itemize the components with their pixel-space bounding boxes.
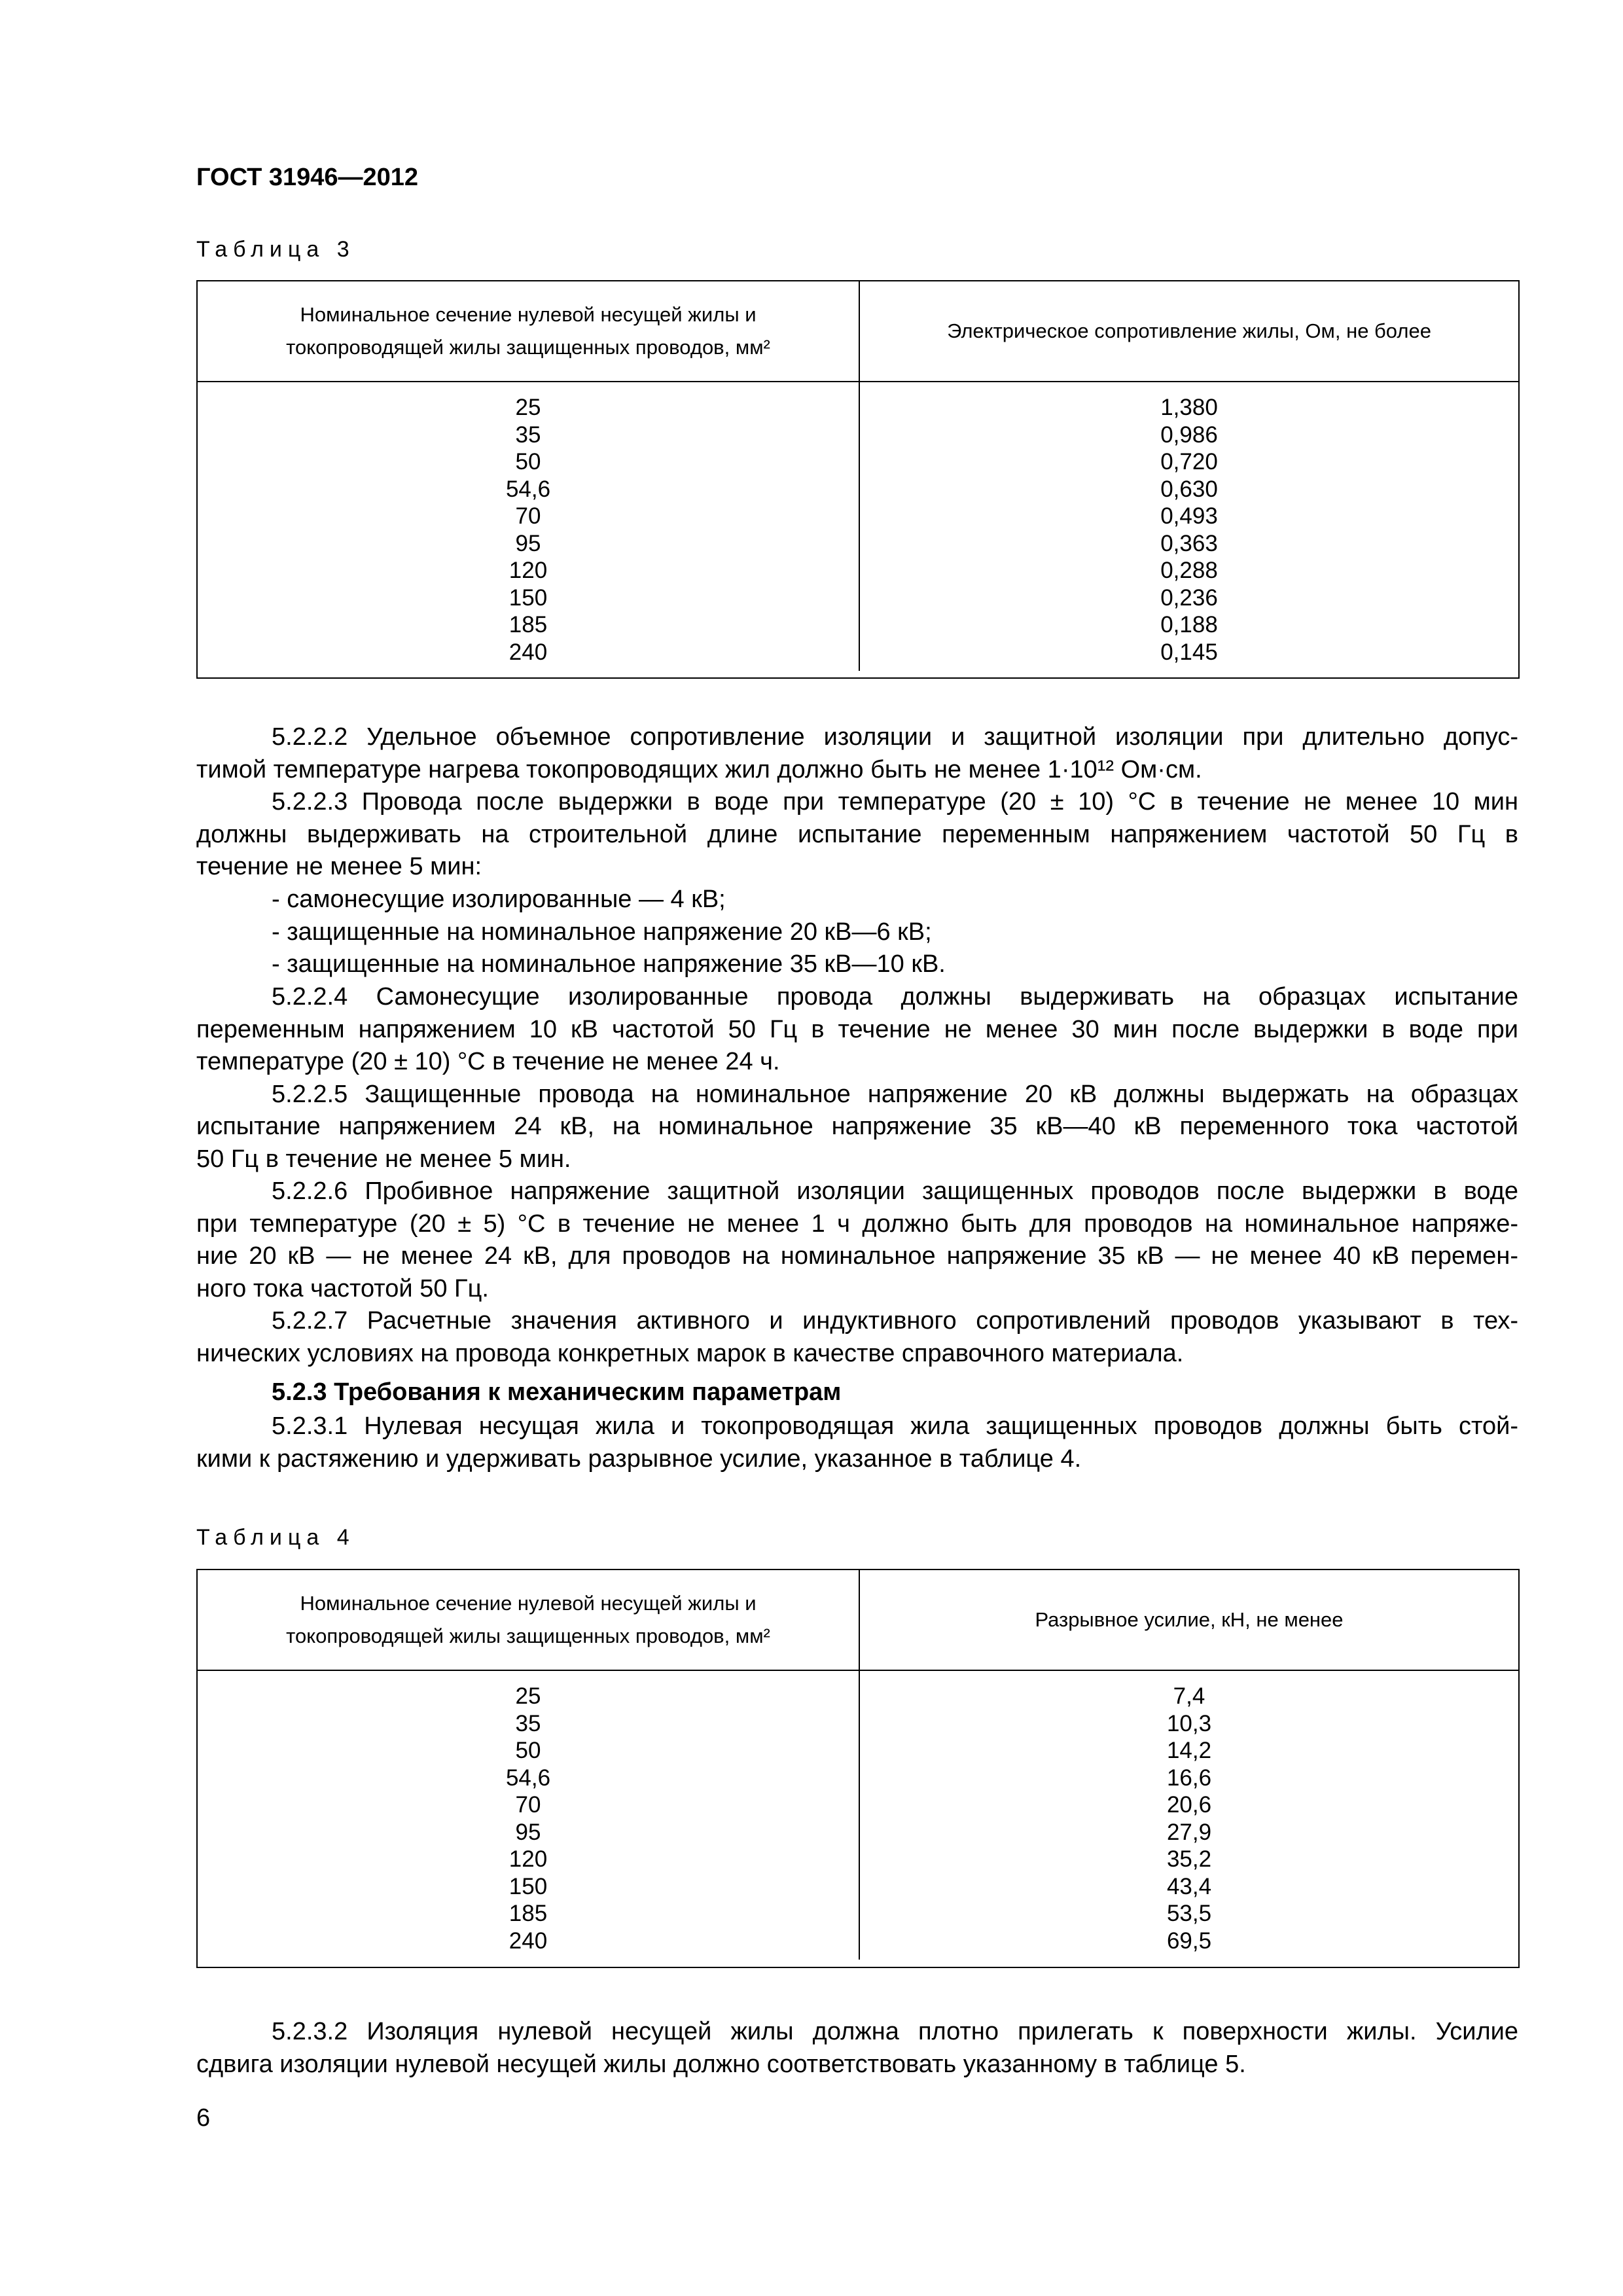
header-line: токопроводящей жилы защищенных проводов, мм² xyxy=(286,336,770,359)
paragraph xyxy=(196,1175,1518,1305)
table-cell: 50 xyxy=(515,1738,541,1763)
table-4-sections-col xyxy=(198,1671,860,1960)
text-line: 5.2.2.3 Провода после выдержки в воде при температуре (20 ± 10) °С в течение не менее 10 мин xyxy=(272,788,1518,816)
text-line: течение не менее 5 мин: xyxy=(196,853,482,880)
table-cell: 95 xyxy=(515,1819,541,1845)
table-4-col1-header xyxy=(198,1570,860,1670)
table-cell: 70 xyxy=(515,1792,541,1818)
table-cell: 70 xyxy=(515,503,541,529)
text-line: 5.2.2.7 Расчетные значения активного и индуктивного сопротивлений проводов указывают в тех- xyxy=(272,1307,1518,1335)
table-cell: 20,6 xyxy=(1166,1792,1212,1818)
table-cell: 14,2 xyxy=(1166,1738,1212,1763)
table-cell: 54,6 xyxy=(505,476,551,502)
table-cell: 150 xyxy=(508,1873,548,1899)
text-line: переменным напряжением 10 кВ частотой 50 Гц в течение не менее 30 мин после выдержки в воде при xyxy=(196,1015,1518,1043)
table-cell: 0,236 xyxy=(1160,584,1218,611)
table-cell: 35,2 xyxy=(1166,1846,1212,1872)
table-cell: 150 xyxy=(508,584,548,611)
text-line: температуре (20 ± 10) °С в течение не менее 24 ч. xyxy=(196,1048,780,1075)
text-line: 50 Гц в течение не менее 5 мин. xyxy=(196,1145,571,1173)
table-cell: 69,5 xyxy=(1166,1928,1212,1954)
body-text-3 xyxy=(196,1410,1518,1475)
table-cell: 50 xyxy=(515,449,541,475)
text-line: 5.2.3.2 Изоляция нулевой несущей жилы должна плотно прилегать к поверхности жилы. Усилие xyxy=(272,2018,1518,2045)
table-4-values-col xyxy=(860,1671,1518,1960)
table-cell: 35 xyxy=(515,422,541,448)
text-line: нических условиях на провода конкретных марок в качестве справочного материала. xyxy=(196,1339,1184,1367)
table-cell: 0,720 xyxy=(1160,449,1218,475)
table-cell: 185 xyxy=(508,1901,548,1926)
header-line: Номинальное сечение нулевой несущей жилы и xyxy=(300,303,757,326)
table-cell: 10,3 xyxy=(1166,1710,1212,1736)
table-3-values-col xyxy=(860,382,1518,671)
paragraph xyxy=(196,981,1518,1079)
table-cell: 240 xyxy=(508,639,548,665)
table-3-header xyxy=(198,281,1518,382)
body-text-1 xyxy=(196,721,1518,884)
text-line: при температуре (20 ± 5) °С в течение не менее 1 ч должно быть для проводов на номинальное напряже- xyxy=(196,1210,1518,1238)
list-item: - защищенные на номинальное напряжение 20 кВ—6 кВ; xyxy=(272,918,932,946)
table-3-body xyxy=(198,382,1518,671)
text-line: тимой температуре нагрева токопроводящих жил должно быть не менее 1·10¹² Ом·см. xyxy=(196,755,1202,783)
header-line: Номинальное сечение нулевой несущей жилы и xyxy=(300,1592,757,1615)
table-cell: 0,145 xyxy=(1160,639,1218,665)
text-line: 5.2.3.1 Нулевая несущая жила и токопроводящая жила защищенных проводов должны быть стой- xyxy=(272,1412,1518,1440)
table-3 xyxy=(196,280,1520,679)
table-cell: 54,6 xyxy=(505,1765,551,1791)
paragraph xyxy=(196,1410,1518,1475)
text-line: должны выдерживать на строительной длине испытание переменным напряжением частотой 50 Гц в xyxy=(196,820,1518,848)
table-cell: 27,9 xyxy=(1166,1819,1212,1845)
text-line: ного тока частотой 50 Гц. xyxy=(196,1274,489,1302)
table-cell: 43,4 xyxy=(1166,1873,1212,1899)
table-4 xyxy=(196,1569,1520,1968)
text-line: испытание напряжением 24 кВ, на номинальное напряжение 35 кВ—40 кВ переменного тока частотой xyxy=(196,1113,1518,1140)
paragraph xyxy=(196,786,1518,884)
paragraph xyxy=(196,1305,1518,1370)
table-4-caption: Таблица 4 xyxy=(196,1525,355,1550)
paragraph xyxy=(196,721,1518,786)
section-heading: 5.2.3 Требования к механическим параметрам xyxy=(272,1378,842,1406)
body-text-4 xyxy=(196,2016,1518,2081)
table-cell: 7,4 xyxy=(1173,1683,1205,1709)
table-cell: 240 xyxy=(508,1928,548,1954)
text-line: 5.2.2.5 Защищенные провода на номинальное напряжение 20 кВ должны выдержать на образцах xyxy=(272,1080,1518,1108)
table-4-body xyxy=(198,1671,1518,1960)
paragraph xyxy=(196,2016,1518,2081)
list-item: - самонесущие изолированные — 4 кВ; xyxy=(272,886,726,913)
text-line: 5.2.2.6 Пробивное напряжение защитной изоляции защищенных проводов после выдержки в воде xyxy=(272,1177,1518,1205)
table-cell: 35 xyxy=(515,1710,541,1736)
table-3-col2-header: Электрическое сопротивление жилы, Ом, не более xyxy=(947,319,1431,342)
table-cell: 0,188 xyxy=(1160,612,1218,637)
table-cell: 0,493 xyxy=(1160,503,1218,529)
text-line: сдвига изоляции нулевой несущей жилы должно соответствовать указанному в таблице 5. xyxy=(196,2050,1246,2078)
voltage-list xyxy=(196,884,1518,981)
table-cell: 0,363 xyxy=(1160,530,1218,556)
table-cell: 120 xyxy=(508,558,548,583)
table-cell: 0,288 xyxy=(1160,558,1218,583)
table-cell: 1,380 xyxy=(1160,395,1218,420)
table-cell: 25 xyxy=(515,1683,541,1709)
document-header: ГОСТ 31946—2012 xyxy=(196,164,419,191)
table-cell: 120 xyxy=(508,1846,548,1872)
paragraph xyxy=(196,1079,1518,1176)
table-cell: 95 xyxy=(515,530,541,556)
table-4-header xyxy=(198,1570,1518,1671)
table-3-col1-header xyxy=(198,281,860,381)
body-text-2 xyxy=(196,981,1518,1370)
page-number: 6 xyxy=(196,2104,211,2132)
text-line: 5.2.2.4 Самонесущие изолированные провода должны выдерживать на образцах испытание xyxy=(272,983,1518,1011)
text-line: ние 20 кВ — не менее 24 кВ, для проводов на номинальное напряжение 35 кВ — не менее 40 кВ перемен- xyxy=(196,1242,1518,1270)
table-cell: 0,986 xyxy=(1160,422,1218,448)
table-3-sections-col xyxy=(198,382,860,671)
table-cell: 53,5 xyxy=(1166,1901,1212,1926)
table-cell: 16,6 xyxy=(1166,1765,1212,1791)
text-line: 5.2.2.2 Удельное объемное сопротивление изоляции и защитной изоляции при длительно допус- xyxy=(272,723,1518,751)
table-cell: 25 xyxy=(515,395,541,420)
table-4-col2-header: Разрывное усилие, кН, не менее xyxy=(1035,1608,1344,1631)
table-cell: 185 xyxy=(508,612,548,637)
table-cell: 0,630 xyxy=(1160,476,1218,502)
table-3-caption: Таблица 3 xyxy=(196,237,355,262)
text-line: кими к растяжению и удерживать разрывное усилие, указанное в таблице 4. xyxy=(196,1444,1082,1473)
header-line: токопроводящей жилы защищенных проводов, мм² xyxy=(286,1624,770,1647)
list-item: - защищенные на номинальное напряжение 35 кВ—10 кВ. xyxy=(272,950,946,978)
